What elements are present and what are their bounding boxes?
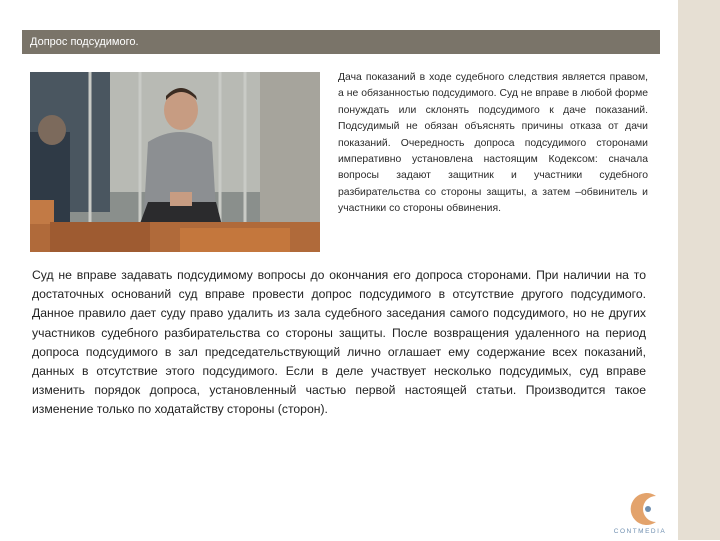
courtroom-photo	[30, 72, 320, 252]
slide-title-bar	[22, 30, 660, 54]
decorative-side-strip	[678, 0, 720, 540]
contmedia-logo	[612, 488, 668, 536]
main-paragraph: Суд не вправе задавать подсудимому вопросы до окончания его допроса сторонами. При наличии на то достаточных оснований суд вправе провести допрос подсудимого в отсутствие другого подсудимого. Данное правило дает суду право удалить из зала судебного заседания самого подсудимого, но не других участников судебного разбирательства со стороны защиты. После возвращения удаленного на период допроса подсудимого в зал председательствующий лично оглашает ему содержание всех показаний, данных в отсутствие этого подсудимого. Если в деле участвует несколько подсудимых, суд вправе изменить порядок допроса, установленный частью первой настоящей статьи. Производится такое изменение только по ходатайству стороны (сторон).	[32, 268, 646, 417]
svg-text:CONTMEDIA: CONTMEDIA	[613, 528, 667, 535]
slide-title: Допрос подсудимого.	[30, 36, 139, 48]
side-paragraph: Дача показаний в ходе судебного следствия является правом, а не обязанностью подсудимого. Суд не вправе в любой форме понуждать или склонять подсудимого к даче показаний. Подсудимый не обязан объяснять причины отказа от дачи показаний. Очередность допроса подсудимого сторонами императивно установлена настоящим Кодексом: сначала вопросы задают защитник и участники судебного разбирательства со стороны защиты, а затем –обвинитель и участники со стороны обвинения.	[338, 72, 648, 215]
